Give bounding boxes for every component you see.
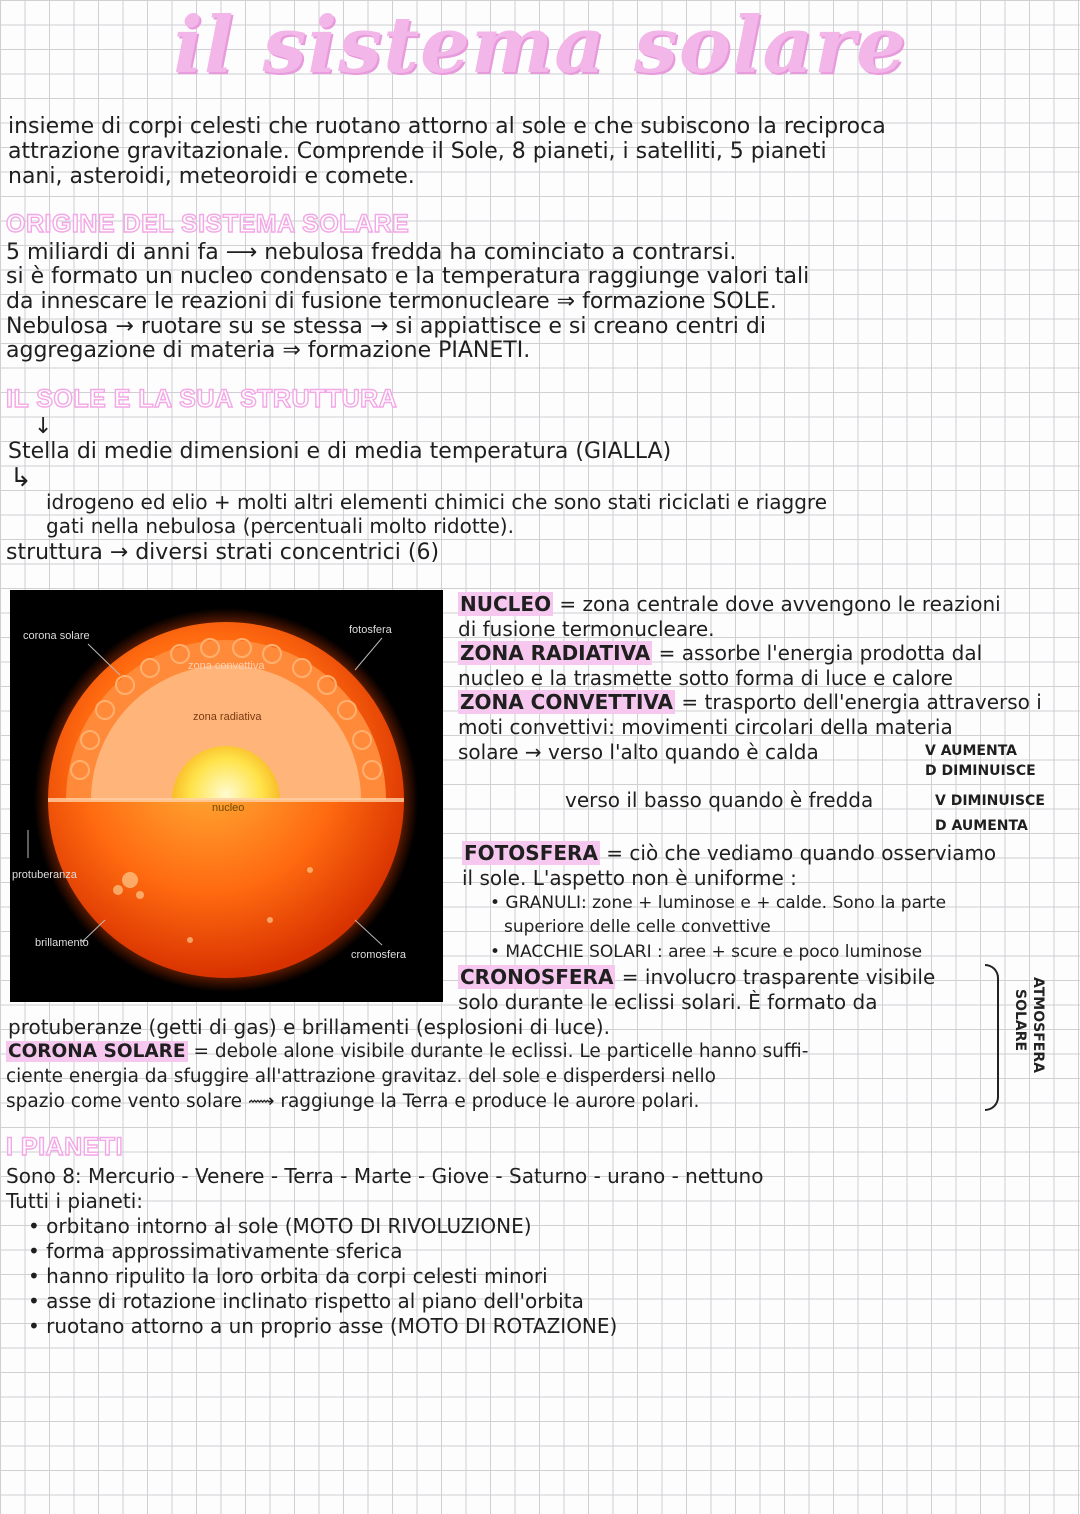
cromosfera-desc xyxy=(458,965,935,990)
label-cromosfera: cromosfera xyxy=(351,949,407,961)
convettiva-def: = trasporto dell'energia attraverso i xyxy=(675,690,1042,714)
label-radiativa: zona radiativa xyxy=(193,711,262,723)
corona-term: CORONA SOLARE xyxy=(8,1041,186,1062)
granuli-line-2: superiore delle celle convettive xyxy=(504,917,771,937)
alto-v: V AUMENTA xyxy=(925,743,1017,759)
convettiva-def-2: moti convettivi: movimenti circolari della materia xyxy=(458,715,953,739)
hook-arrow: ↳ xyxy=(10,463,32,493)
corona-def-2: ciente energia da sfuggire all'attrazione gravitaz. del sole e disperdersi nello xyxy=(6,1066,717,1087)
origine-line-3: da innescare le reazioni di fusione termonucleare ⇒ formazione SOLE. xyxy=(6,289,777,314)
heading-sole: IL SOLE E LA SUA STRUTTURA xyxy=(6,385,398,413)
label-fotosfera: fotosfera xyxy=(349,624,392,636)
origine-line-5: aggregazione di materia ⇒ formazione PIANETI. xyxy=(6,338,531,363)
page-title: il sistema solare xyxy=(173,0,907,91)
intro-line-2: attrazione gravitazionale. Comprende il Sole, 8 pianeti, i satelliti, 5 pianeti xyxy=(8,139,827,164)
basso-v: V DIMINUISCE xyxy=(935,793,1045,809)
nucleo-def: = zona centrale dove avvengono le reazioni xyxy=(553,592,1001,616)
heading-origine: ORIGINE DEL SISTEMA SOLARE xyxy=(6,210,410,238)
struttura-line: struttura → diversi strati concentrici (6) xyxy=(6,540,440,565)
fotosfera-def: = ciò che vediamo quando osserviamo xyxy=(599,841,997,865)
stella-line: Stella di medie dimensioni e di media temperatura (GIALLA) xyxy=(8,439,672,464)
pianeti-item-2: • forma approssimativamente sferica xyxy=(28,1239,403,1263)
arrow-down: ↓ xyxy=(34,414,53,439)
nucleo-term: NUCLEO xyxy=(460,592,552,616)
pianeti-item-3: • hanno ripulito la loro orbita da corpi celesti minori xyxy=(28,1264,548,1288)
origine-line-2: si è formato un nucleo condensato e la temperatura raggiunge valori tali xyxy=(6,264,810,289)
origine-line-4: Nebulosa → ruotare su se stessa → si appiattisce e si creano centri di xyxy=(6,314,766,339)
label-nucleo: nucleo xyxy=(212,802,245,814)
fotosfera-desc xyxy=(462,841,996,866)
basso-line: verso il basso quando è fredda xyxy=(565,788,874,812)
pianeti-item-5: • ruotano attorno a un proprio asse (MOTO DI ROTAZIONE) xyxy=(28,1314,618,1338)
atmosfera-brace xyxy=(985,964,999,1111)
intro-line-1: insieme di corpi celesti che ruotano attorno al sole e che subiscono la reciproca xyxy=(8,114,886,139)
granuli-line: • GRANULI: zone + luminose e + calde. Sono la parte xyxy=(490,893,947,913)
radiativa-def: = assorbe l'energia prodotta dal xyxy=(652,641,983,665)
cromosfera-def: = involucro trasparente visibile xyxy=(615,965,936,989)
corona-def-3: spazio come vento solare ⟿ raggiunge la Terra e produce le aurore polari. xyxy=(6,1091,700,1112)
pianeti-item-4: • asse di rotazione inclinato rispetto al piano dell'orbita xyxy=(28,1289,584,1313)
radiativa-def-2: nucleo e la trasmette sotto forma di luce e calore xyxy=(458,666,953,690)
atmosfera-label xyxy=(1002,975,1052,1095)
corona-def: = debole alone visibile durante le eclissi. Le particelle hanno suffi- xyxy=(187,1041,809,1062)
sun-diagram xyxy=(10,590,443,1002)
macchie-line: • MACCHIE SOLARI : aree + scure e poco luminose xyxy=(490,942,923,962)
label-brillamento: brillamento xyxy=(35,937,89,949)
cromosfera-def-2: solo durante le eclissi solari. È formato da xyxy=(458,990,878,1014)
intro-line-3: nani, asteroidi, meteoroidi e comete. xyxy=(8,164,415,189)
convettiva-term: ZONA CONVETTIVA xyxy=(460,690,674,714)
convettiva-def-3: solare → verso l'alto quando è calda xyxy=(458,740,819,764)
label-convettiva: zona convettiva xyxy=(188,660,265,672)
atmosfera-word-1: ATMOSFERA xyxy=(1030,977,1046,1073)
atmosfera-word-2: SOLARE xyxy=(1012,989,1028,1052)
cromosfera-def-3: protuberanze (getti di gas) e brillamenti (esplosioni di luce). xyxy=(8,1015,610,1039)
origine-line-1: 5 miliardi di anni fa ⟶ nebulosa fredda ha cominciato a contrarsi. xyxy=(6,240,737,265)
corona-desc xyxy=(6,1040,808,1064)
label-protuberanza: protuberanza xyxy=(12,869,77,881)
elementi-line-2: gati nella nebulosa (percentuali molto ridotte). xyxy=(46,514,514,538)
pianeti-elenco: Sono 8: Mercurio - Venere - Terra - Marte - Giove - Saturno - urano - nettuno xyxy=(6,1164,764,1188)
alto-d: D DIMINUISCE xyxy=(925,763,1036,779)
basso-d: D AUMENTA xyxy=(935,818,1028,834)
fotosfera-term: FOTOSFERA xyxy=(464,841,598,865)
radiativa-desc xyxy=(458,641,982,666)
convettiva-desc xyxy=(458,690,1042,715)
radiativa-term: ZONA RADIATIVA xyxy=(460,641,651,665)
nucleo-desc xyxy=(458,592,1001,617)
elementi-line-1: idrogeno ed elio + molti altri elementi chimici che sono stati riciclati e riaggre xyxy=(46,490,828,514)
pianeti-tutti: Tutti i pianeti: xyxy=(6,1189,143,1213)
label-corona: corona solare xyxy=(23,630,90,642)
pianeti-item-1: • orbitano intorno al sole (MOTO DI RIVOLUZIONE) xyxy=(28,1214,532,1238)
fotosfera-def-2: il sole. L'aspetto non è uniforme : xyxy=(462,866,797,890)
heading-pianeti: I PIANETI xyxy=(6,1133,124,1161)
nucleo-def-2: di fusione termonucleare. xyxy=(458,617,715,641)
cromosfera-term: CRONOSFERA xyxy=(460,965,614,989)
